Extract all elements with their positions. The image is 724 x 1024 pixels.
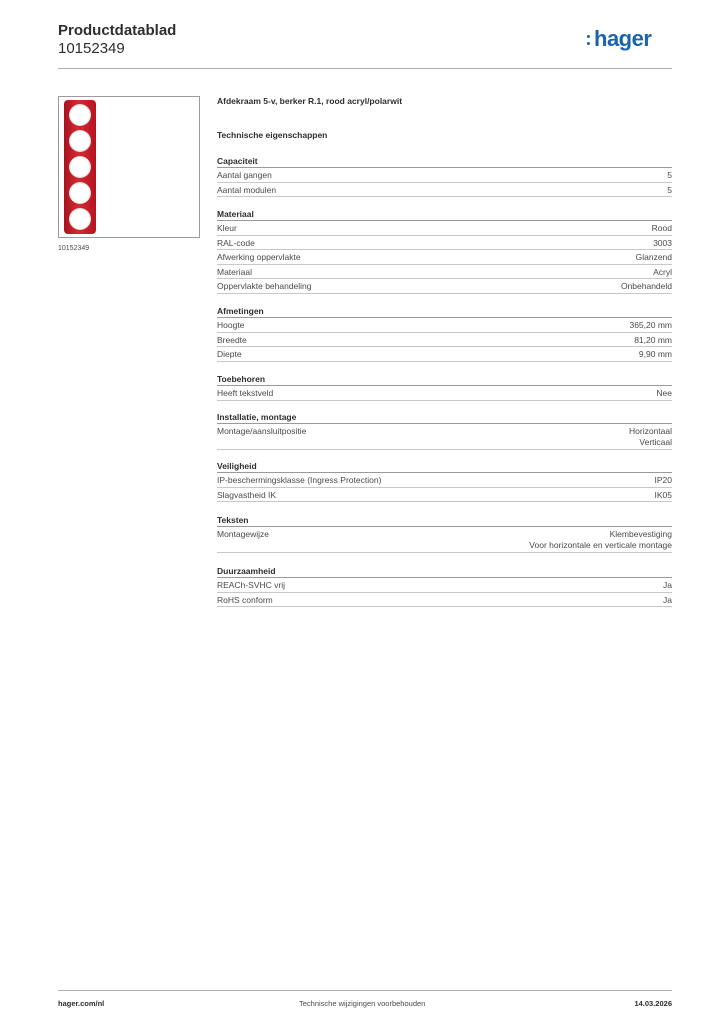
spec-value: IP20 bbox=[654, 475, 672, 485]
spec-label: Aantal modulen bbox=[217, 184, 277, 195]
spec-row bbox=[217, 527, 672, 553]
spec-row bbox=[217, 593, 672, 608]
spec-label: Heeft tekstveld bbox=[217, 388, 274, 398]
section-title: Veiligheid bbox=[217, 461, 257, 471]
spec-value: 3003 bbox=[653, 237, 672, 248]
spec-value: Nee bbox=[656, 388, 672, 398]
spec-row bbox=[217, 386, 672, 401]
spec-label: IP-beschermingsklasse (Ingress Protection) bbox=[217, 475, 382, 485]
spec-row bbox=[217, 578, 672, 593]
frame-opening bbox=[69, 208, 91, 230]
product-description: Afdekraam 5-v, berker R.1, rood acryl/polarwit bbox=[217, 96, 403, 106]
spec-label: Aantal gangen bbox=[217, 170, 272, 180]
spec-value-secondary: Voor horizontale en verticale montage bbox=[529, 540, 672, 550]
spec-label: REACh-SVHC vrij bbox=[217, 580, 286, 590]
frame-opening bbox=[69, 104, 91, 126]
footer-notice: Technische wijzigingen voorbehouden bbox=[299, 999, 426, 1008]
spec-value: Onbehandeld bbox=[620, 281, 672, 292]
red-frame-illustration bbox=[64, 100, 96, 234]
hager-logo: hager bbox=[594, 28, 651, 50]
section-title: Installatie, montage bbox=[217, 412, 297, 422]
spec-row bbox=[217, 347, 672, 362]
frame-opening bbox=[69, 130, 91, 152]
spec-row bbox=[217, 250, 672, 265]
spec-row bbox=[217, 333, 672, 348]
spec-value: 5 bbox=[667, 184, 672, 195]
spec-value: 9,90 mm bbox=[638, 349, 672, 360]
spec-label: Slagvastheid IK bbox=[217, 489, 277, 500]
section-title: Duurzaamheid bbox=[217, 566, 276, 576]
spec-value-secondary: Verticaal bbox=[639, 437, 672, 447]
header-divider bbox=[58, 68, 672, 69]
section-title: Toebehoren bbox=[217, 374, 266, 384]
spec-value: 81,20 mm bbox=[634, 334, 672, 345]
spec-label: Oppervlakte behandeling bbox=[217, 281, 312, 292]
spec-row bbox=[217, 221, 672, 236]
spec-label: Kleur bbox=[217, 223, 237, 233]
spec-row bbox=[217, 236, 672, 251]
spec-label: Montagewijze bbox=[217, 529, 269, 539]
product-image bbox=[58, 96, 200, 238]
document-number: 10152349 bbox=[58, 40, 125, 57]
spec-row bbox=[217, 488, 672, 503]
spec-value: Horizontaal bbox=[629, 426, 672, 436]
section-title: Afmetingen bbox=[217, 306, 264, 316]
spec-value: Glanzend bbox=[635, 252, 672, 263]
section-title: Teksten bbox=[217, 515, 249, 525]
spec-value: Rood bbox=[651, 223, 672, 233]
spec-row bbox=[217, 168, 672, 183]
frame-opening bbox=[69, 182, 91, 204]
spec-value: 365,20 mm bbox=[629, 320, 672, 330]
spec-row bbox=[217, 265, 672, 280]
spec-value: 5 bbox=[667, 170, 672, 180]
section-title: Materiaal bbox=[217, 209, 254, 219]
spec-label: Diepte bbox=[217, 349, 242, 360]
footer-website[interactable]: hager.com/nl bbox=[58, 999, 105, 1008]
technical-properties-heading: Technische eigenschappen bbox=[217, 130, 328, 140]
spec-label: Afwerking oppervlakte bbox=[217, 252, 301, 263]
spec-value: Ja bbox=[663, 594, 672, 605]
spec-value: Ja bbox=[663, 580, 672, 590]
section-title: Capaciteit bbox=[217, 156, 258, 166]
spec-label: Materiaal bbox=[217, 266, 252, 277]
footer-divider bbox=[58, 990, 672, 991]
spec-value: IK05 bbox=[654, 489, 672, 500]
spec-row bbox=[217, 473, 672, 488]
spec-row bbox=[217, 183, 672, 198]
image-caption: 10152349 bbox=[58, 245, 90, 252]
spec-label: Montage/aansluitpositie bbox=[217, 426, 307, 436]
spec-label: Breedte bbox=[217, 334, 247, 345]
spec-row bbox=[217, 318, 672, 333]
spec-label: RAL-code bbox=[217, 237, 255, 248]
spec-row bbox=[217, 424, 672, 450]
spec-row bbox=[217, 279, 672, 294]
spec-value: Klembevestiging bbox=[609, 529, 672, 539]
frame-opening bbox=[69, 156, 91, 178]
spec-value: Acryl bbox=[653, 266, 672, 277]
spec-label: Hoogte bbox=[217, 320, 245, 330]
spec-label: RoHS conform bbox=[217, 594, 273, 605]
document-title: Productdatablad bbox=[58, 22, 177, 39]
footer-date: 14.03.2026 bbox=[634, 999, 672, 1008]
